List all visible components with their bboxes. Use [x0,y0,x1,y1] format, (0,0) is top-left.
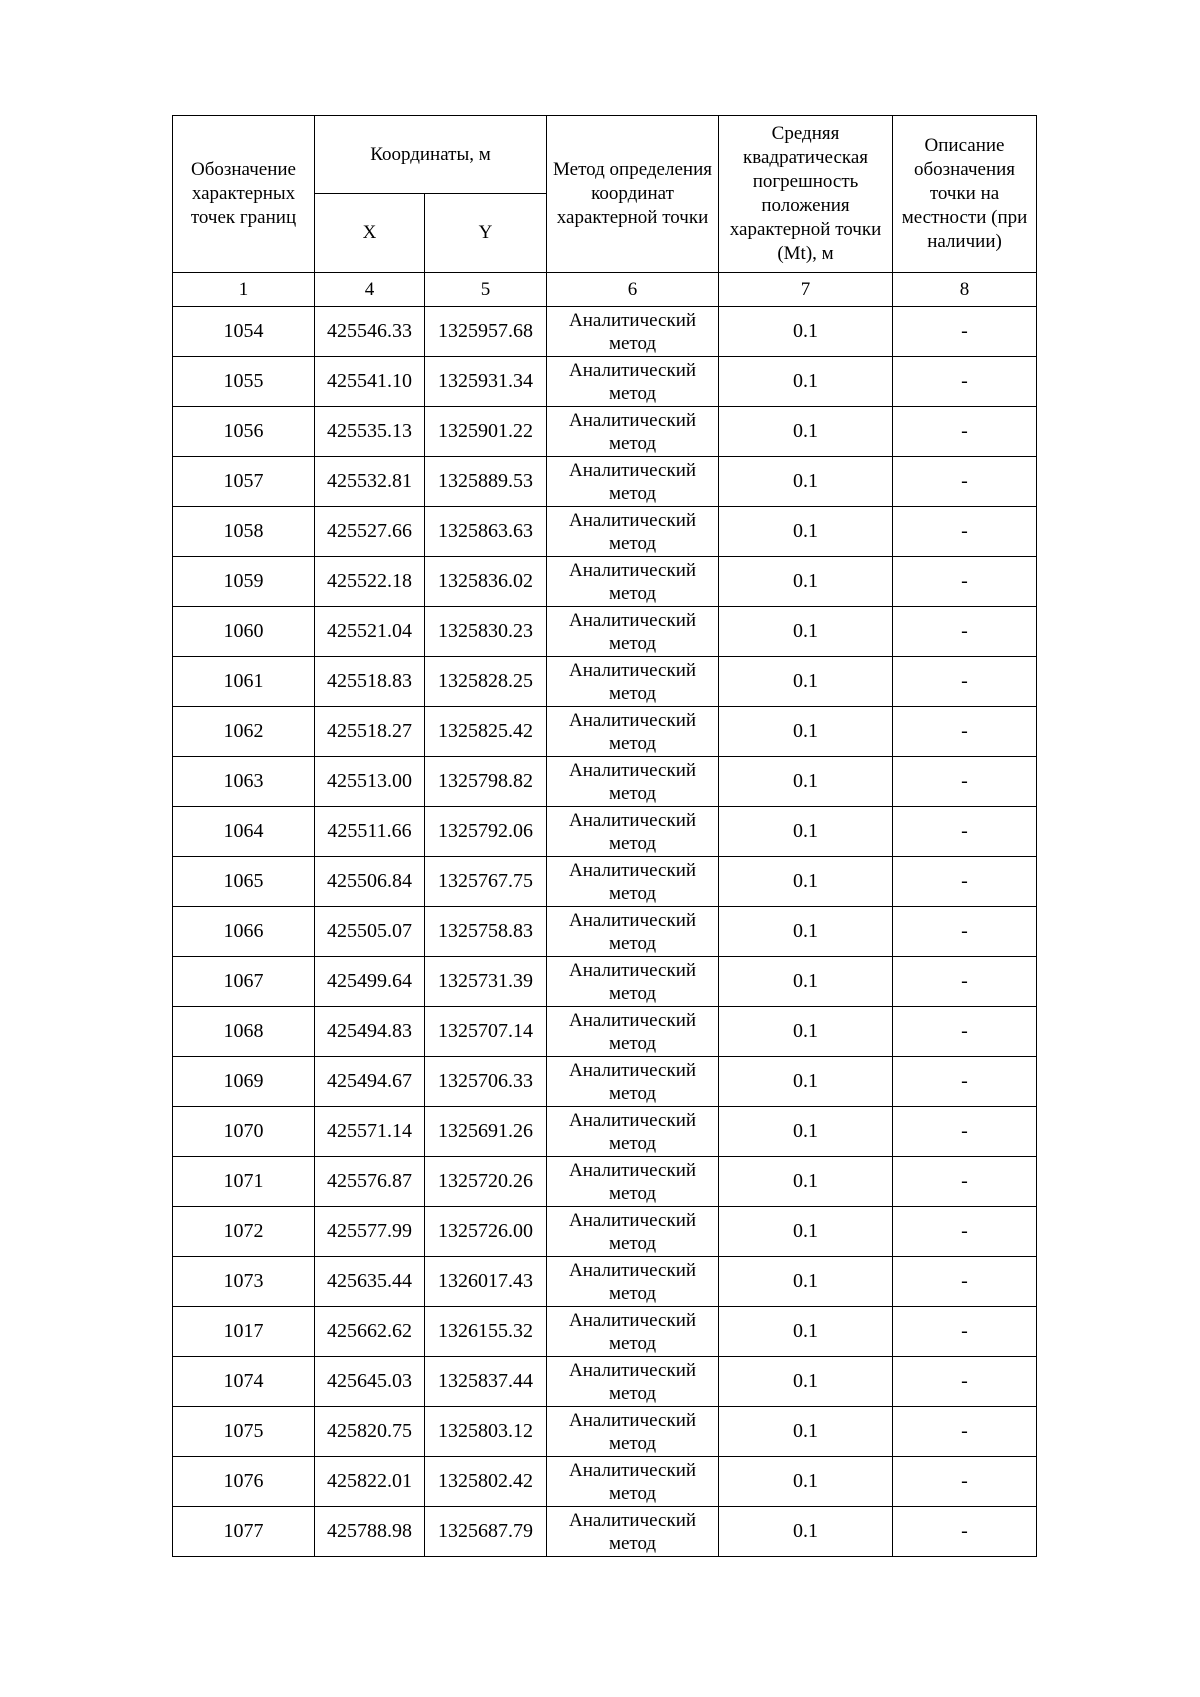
method-text-line: метод [608,632,657,654]
method-cell [547,457,719,507]
coord-x-cell: 425506.84 [315,857,425,907]
error-cell: 0.1 [719,707,893,757]
point-id-cell: 1059 [173,557,315,607]
description-cell: - [893,757,1037,807]
coord-y-cell: 1325798.82 [425,757,547,807]
error-cell: 0.1 [719,657,893,707]
method-text-line: метод [608,782,657,804]
method-text-line: Аналитический [568,1409,697,1431]
description-cell: - [893,1457,1037,1507]
coord-y-cell: 1325957.68 [425,307,547,357]
description-cell: - [893,957,1037,1007]
method-text-line: метод [608,882,657,904]
description-cell: - [893,1357,1037,1407]
point-id-cell: 1076 [173,1457,315,1507]
method-text-line: Аналитический [568,1109,697,1131]
method-text-line: метод [608,1282,657,1304]
coord-y-cell: 1325792.06 [425,807,547,857]
table-row [173,1107,1037,1157]
coord-y-cell: 1325758.83 [425,907,547,957]
method-cell [547,1357,719,1407]
method-text-line: Аналитический [568,609,697,631]
coord-y-cell: 1325726.00 [425,1207,547,1257]
description-cell: - [893,1057,1037,1107]
error-cell: 0.1 [719,1457,893,1507]
method-cell [547,757,719,807]
coord-y-cell: 1325931.34 [425,357,547,407]
error-cell: 0.1 [719,1507,893,1557]
point-id-cell: 1070 [173,1107,315,1157]
table-row [173,557,1037,607]
method-text-line: метод [608,582,657,604]
method-text-line: Аналитический [568,1209,697,1231]
method-text-line: метод [608,532,657,554]
method-text-line: Аналитический [568,809,697,831]
method-text-line: метод [608,1032,657,1054]
coord-y-cell: 1325830.23 [425,607,547,657]
description-cell: - [893,1107,1037,1157]
description-cell: - [893,1007,1037,1057]
table-row [173,1457,1037,1507]
method-cell [547,1457,719,1507]
description-cell: - [893,1507,1037,1557]
method-text-line: метод [608,732,657,754]
method-text-line: метод [608,332,657,354]
point-id-cell: 1066 [173,907,315,957]
method-cell [547,1507,719,1557]
method-cell [547,1007,719,1057]
method-text-line: Аналитический [568,1059,697,1081]
method-text-line: Аналитический [568,909,697,931]
error-cell: 0.1 [719,557,893,607]
coord-x-cell: 425535.13 [315,407,425,457]
error-cell: 0.1 [719,1307,893,1357]
description-cell: - [893,607,1037,657]
coord-y-cell: 1325901.22 [425,407,547,457]
table-row [173,1507,1037,1557]
table-row [173,1157,1037,1207]
method-cell [547,1207,719,1257]
table-row [173,707,1037,757]
error-cell: 0.1 [719,957,893,1007]
coord-x-cell: 425635.44 [315,1257,425,1307]
header-x: X [315,194,425,273]
method-cell [547,557,719,607]
table-row [173,407,1037,457]
table-row [173,657,1037,707]
header-method: Метод определения координат характерной точки [547,116,719,273]
coord-x-cell: 425518.83 [315,657,425,707]
coord-x-cell: 425571.14 [315,1107,425,1157]
method-text-line: Аналитический [568,1359,697,1381]
table-row [173,1407,1037,1457]
method-text-line: Аналитический [568,409,697,431]
point-id-cell: 1067 [173,957,315,1007]
table-row [173,507,1037,557]
method-text-line: Аналитический [568,959,697,981]
description-cell: - [893,507,1037,557]
coord-x-cell: 425527.66 [315,507,425,557]
method-cell [547,507,719,557]
method-text-line: метод [608,682,657,704]
coord-y-cell: 1326155.32 [425,1307,547,1357]
point-id-cell: 1073 [173,1257,315,1307]
boundary-points-table [172,115,1037,1557]
point-id-cell: 1068 [173,1007,315,1057]
description-cell: - [893,557,1037,607]
method-cell [547,1107,719,1157]
method-cell [547,1057,719,1107]
method-cell [547,907,719,957]
method-text-line: метод [608,482,657,504]
coord-x-cell: 425521.04 [315,607,425,657]
table-header [173,116,1037,273]
point-id-cell: 1054 [173,307,315,357]
method-cell [547,307,719,357]
method-text-line: метод [608,982,657,1004]
coord-x-cell: 425532.81 [315,457,425,507]
point-id-cell: 1071 [173,1157,315,1207]
error-cell: 0.1 [719,857,893,907]
method-cell [547,857,719,907]
column-number: 5 [425,273,547,307]
description-cell: - [893,1407,1037,1457]
method-text-line: метод [608,432,657,454]
description-cell: - [893,907,1037,957]
error-cell: 0.1 [719,1057,893,1107]
coord-x-cell: 425788.98 [315,1507,425,1557]
table-body [173,273,1037,1557]
table-row [173,957,1037,1007]
table-row [173,807,1037,857]
method-text-line: метод [608,1232,657,1254]
method-text-line: Аналитический [568,1259,697,1281]
table-row [173,1207,1037,1257]
coord-y-cell: 1325687.79 [425,1507,547,1557]
method-cell [547,1257,719,1307]
coord-y-cell: 1325802.42 [425,1457,547,1507]
method-cell [547,807,719,857]
coord-y-cell: 1325767.75 [425,857,547,907]
coord-x-cell: 425662.62 [315,1307,425,1357]
description-cell: - [893,657,1037,707]
description-cell: - [893,807,1037,857]
method-text-line: Аналитический [568,1459,697,1481]
method-text-line: метод [608,1082,657,1104]
table-row [173,1007,1037,1057]
coord-x-cell: 425522.18 [315,557,425,607]
method-text-line: Аналитический [568,1009,697,1031]
error-cell: 0.1 [719,807,893,857]
coord-x-cell: 425577.99 [315,1207,425,1257]
error-cell: 0.1 [719,607,893,657]
error-cell: 0.1 [719,307,893,357]
point-id-cell: 1056 [173,407,315,457]
description-cell: - [893,407,1037,457]
error-cell: 0.1 [719,1157,893,1207]
column-numbers-row [173,273,1037,307]
header-error: Средняя квадратическая погрешность положения характерной точки (Mt), м [719,116,893,273]
coord-x-cell: 425576.87 [315,1157,425,1207]
method-text-line: Аналитический [568,559,697,581]
point-id-cell: 1064 [173,807,315,857]
error-cell: 0.1 [719,1207,893,1257]
error-cell: 0.1 [719,457,893,507]
table-row [173,1307,1037,1357]
coord-y-cell: 1325825.42 [425,707,547,757]
coord-y-cell: 1325720.26 [425,1157,547,1207]
coord-x-cell: 425505.07 [315,907,425,957]
description-cell: - [893,1207,1037,1257]
point-id-cell: 1058 [173,507,315,557]
header-coordinates: Координаты, м [315,116,547,194]
header-designation: Обозначение характерных точек границ [173,116,315,273]
table-row [173,1257,1037,1307]
header-description: Описание обозначения точки на местности (при наличии) [893,116,1037,273]
method-text-line: метод [608,932,657,954]
coord-x-cell: 425494.67 [315,1057,425,1107]
coord-y-cell: 1325837.44 [425,1357,547,1407]
table-row [173,1057,1037,1107]
table-row [173,457,1037,507]
point-id-cell: 1074 [173,1357,315,1407]
description-cell: - [893,707,1037,757]
error-cell: 0.1 [719,507,893,557]
coord-x-cell: 425541.10 [315,357,425,407]
header-y: Y [425,194,547,273]
error-cell: 0.1 [719,907,893,957]
method-text-line: Аналитический [568,1309,697,1331]
coord-x-cell: 425499.64 [315,957,425,1007]
coord-y-cell: 1325731.39 [425,957,547,1007]
method-text-line: Аналитический [568,459,697,481]
method-text-line: метод [608,1482,657,1504]
point-id-cell: 1072 [173,1207,315,1257]
coord-y-cell: 1325836.02 [425,557,547,607]
method-text-line: Аналитический [568,359,697,381]
column-number: 8 [893,273,1037,307]
method-text-line: Аналитический [568,659,697,681]
description-cell: - [893,1157,1037,1207]
method-text-line: метод [608,1132,657,1154]
method-text-line: метод [608,1532,657,1554]
description-cell: - [893,1257,1037,1307]
method-text-line: метод [608,1332,657,1354]
coord-x-cell: 425518.27 [315,707,425,757]
method-text-line: метод [608,832,657,854]
method-text-line: Аналитический [568,309,697,331]
method-cell [547,957,719,1007]
description-cell: - [893,457,1037,507]
method-text-line: Аналитический [568,709,697,731]
column-number: 4 [315,273,425,307]
method-text-line: Аналитический [568,1159,697,1181]
error-cell: 0.1 [719,357,893,407]
method-cell [547,1157,719,1207]
method-cell [547,357,719,407]
table-row [173,857,1037,907]
point-id-cell: 1063 [173,757,315,807]
method-text-line: метод [608,382,657,404]
point-id-cell: 1077 [173,1507,315,1557]
description-cell: - [893,307,1037,357]
method-cell [547,707,719,757]
description-cell: - [893,857,1037,907]
point-id-cell: 1069 [173,1057,315,1107]
coord-y-cell: 1325889.53 [425,457,547,507]
method-cell [547,657,719,707]
method-text-line: метод [608,1432,657,1454]
coord-y-cell: 1325863.63 [425,507,547,557]
table-row [173,607,1037,657]
coord-x-cell: 425820.75 [315,1407,425,1457]
method-text-line: Аналитический [568,509,697,531]
error-cell: 0.1 [719,1007,893,1057]
table-row [173,307,1037,357]
point-id-cell: 1065 [173,857,315,907]
method-text-line: Аналитический [568,759,697,781]
error-cell: 0.1 [719,757,893,807]
error-cell: 0.1 [719,1407,893,1457]
coord-y-cell: 1325706.33 [425,1057,547,1107]
coord-y-cell: 1325691.26 [425,1107,547,1157]
column-number: 1 [173,273,315,307]
column-number: 6 [547,273,719,307]
method-text-line: Аналитический [568,1509,697,1531]
coord-x-cell: 425546.33 [315,307,425,357]
point-id-cell: 1061 [173,657,315,707]
error-cell: 0.1 [719,1357,893,1407]
method-cell [547,1407,719,1457]
description-cell: - [893,1307,1037,1357]
column-number: 7 [719,273,893,307]
table-row [173,907,1037,957]
table-row [173,757,1037,807]
coord-x-cell: 425513.00 [315,757,425,807]
coord-x-cell: 425494.83 [315,1007,425,1057]
method-cell [547,607,719,657]
error-cell: 0.1 [719,1107,893,1157]
coord-x-cell: 425511.66 [315,807,425,857]
point-id-cell: 1057 [173,457,315,507]
table-row [173,357,1037,407]
coord-y-cell: 1326017.43 [425,1257,547,1307]
coord-y-cell: 1325803.12 [425,1407,547,1457]
point-id-cell: 1075 [173,1407,315,1457]
description-cell: - [893,357,1037,407]
coord-x-cell: 425822.01 [315,1457,425,1507]
method-cell [547,1307,719,1357]
point-id-cell: 1055 [173,357,315,407]
method-cell [547,407,719,457]
method-text-line: Аналитический [568,859,697,881]
method-text-line: метод [608,1182,657,1204]
error-cell: 0.1 [719,407,893,457]
coord-y-cell: 1325707.14 [425,1007,547,1057]
point-id-cell: 1017 [173,1307,315,1357]
coord-y-cell: 1325828.25 [425,657,547,707]
table-row [173,1357,1037,1407]
coord-x-cell: 425645.03 [315,1357,425,1407]
error-cell: 0.1 [719,1257,893,1307]
point-id-cell: 1062 [173,707,315,757]
point-id-cell: 1060 [173,607,315,657]
method-text-line: метод [608,1382,657,1404]
